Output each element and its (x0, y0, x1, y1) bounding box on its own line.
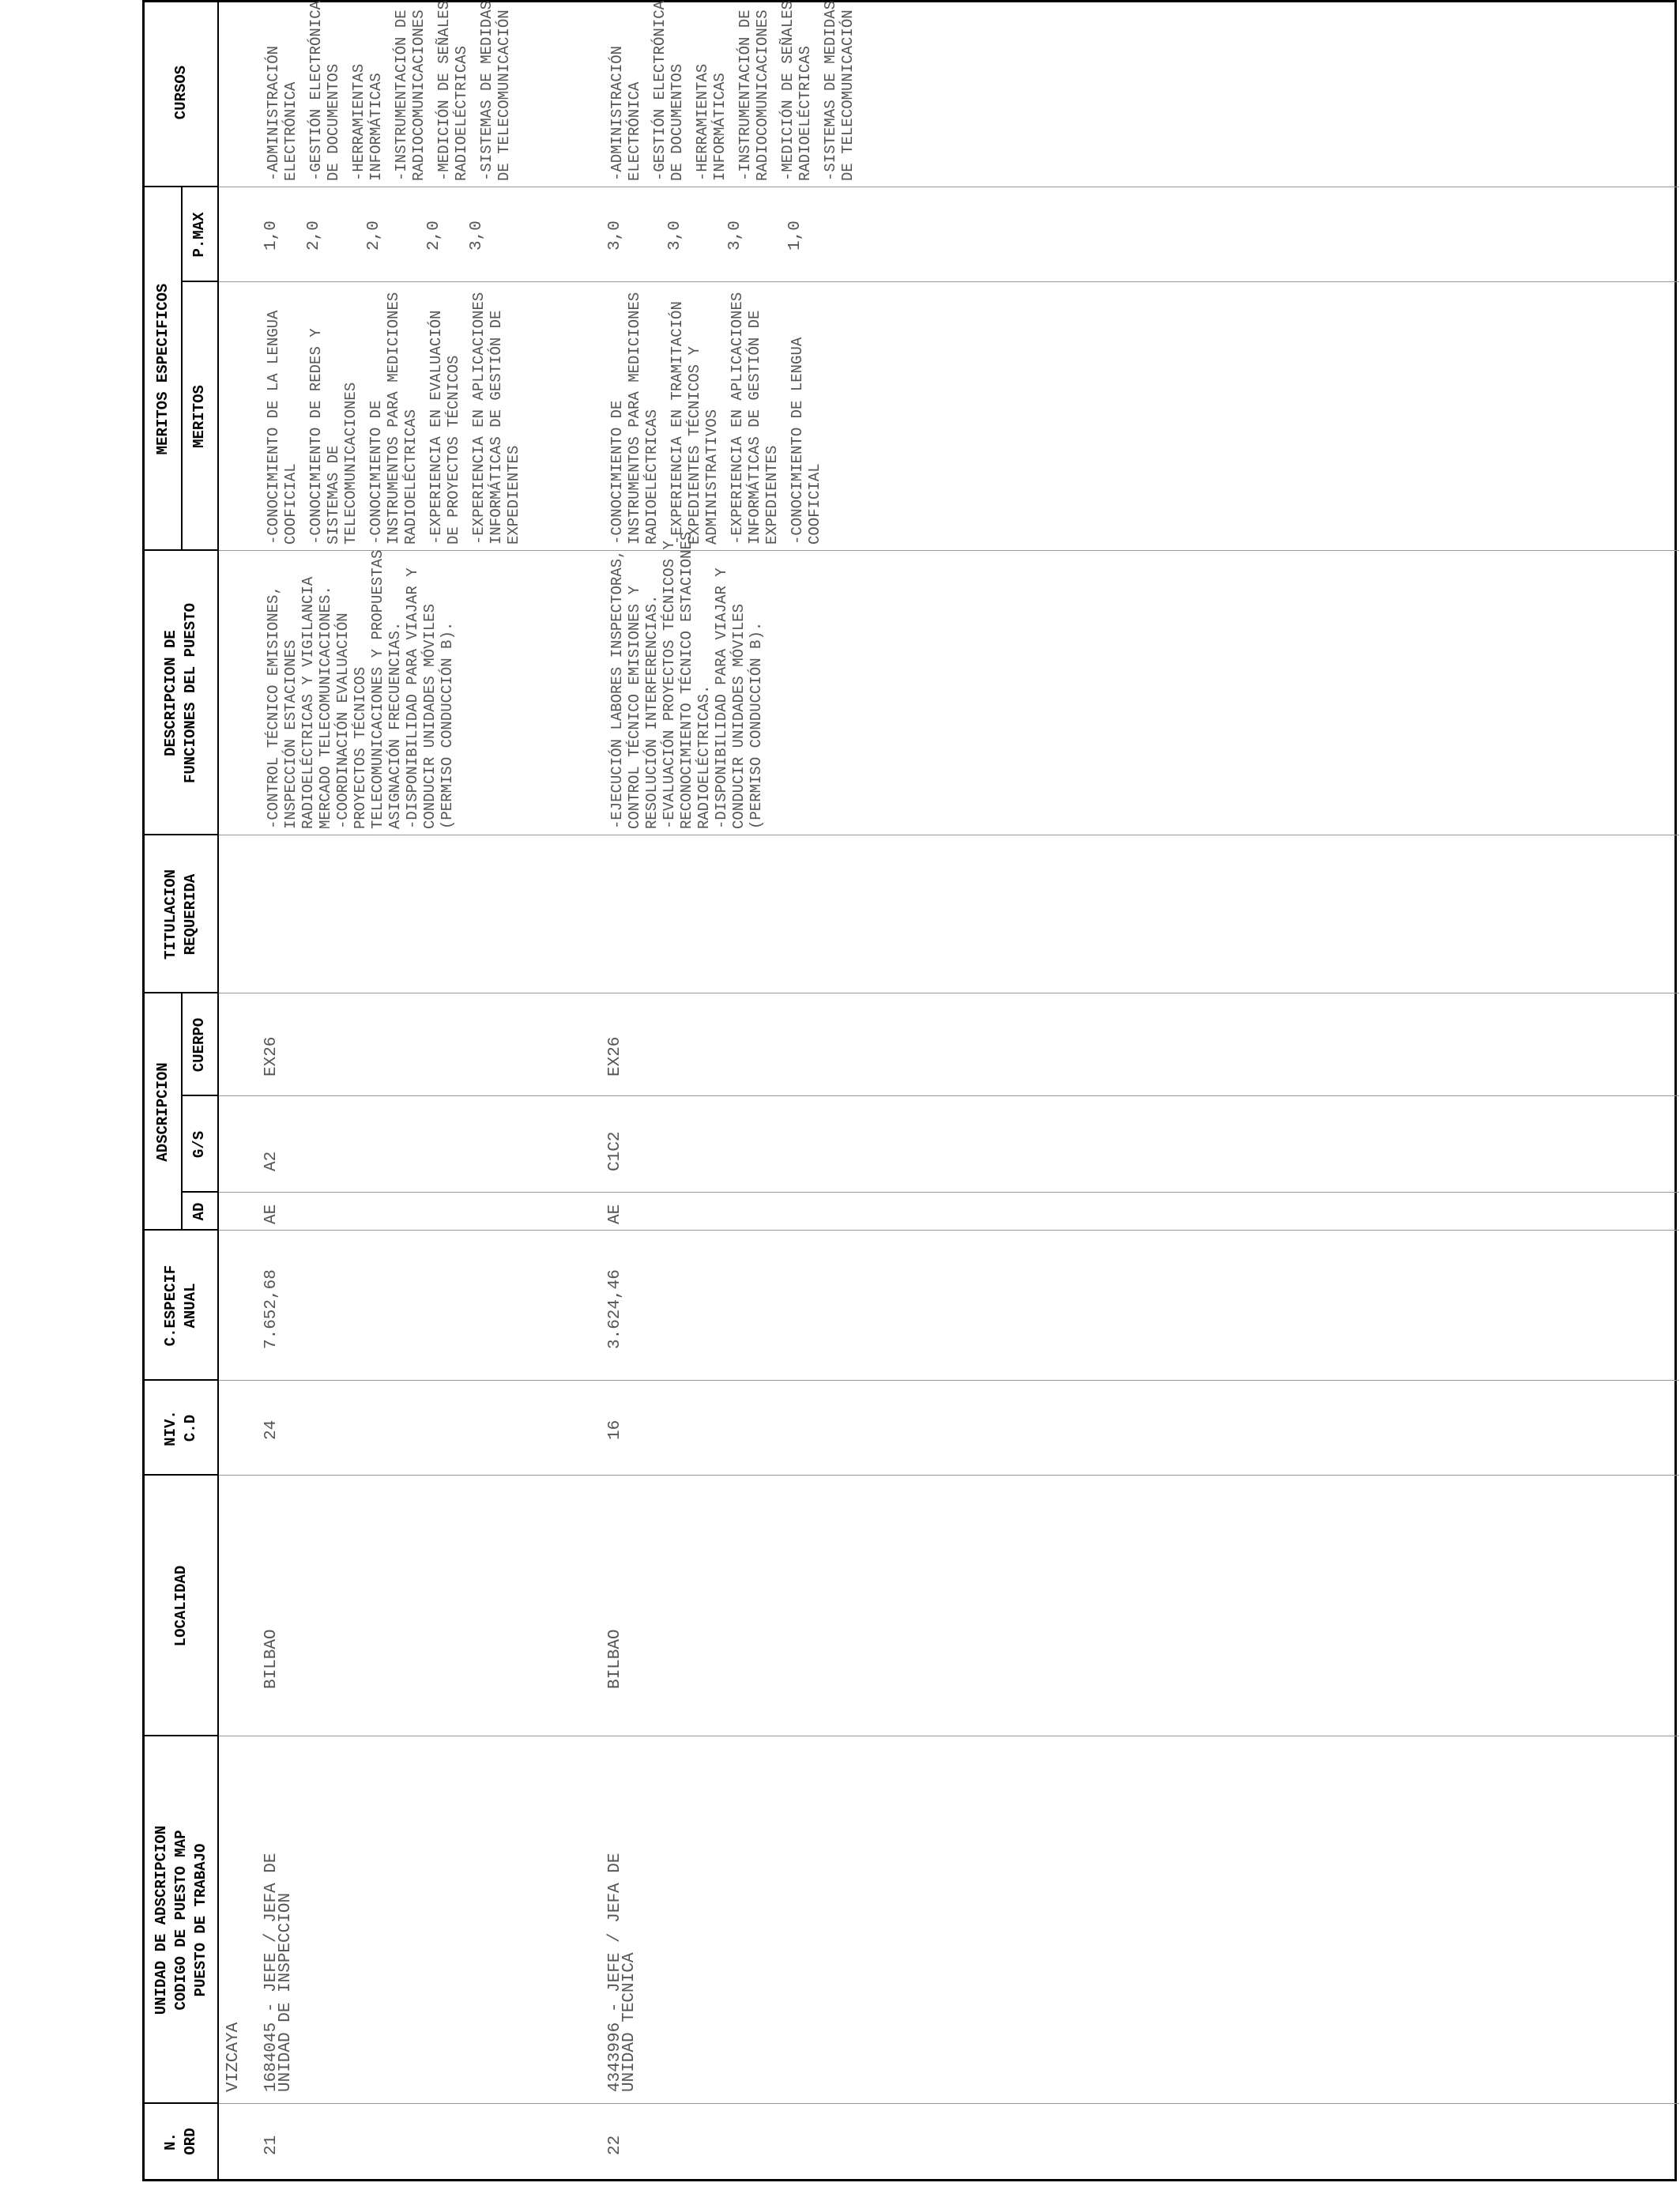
row-curso-line: DE TELECOMUNICACIÓN (495, 9, 513, 181)
row-pmax-line: 3,0 (726, 221, 744, 251)
row-merito-line: COOFICIAL (282, 463, 299, 545)
header-meritos-especificos (145, 187, 181, 551)
row-curso-line: RADIOELÉCTRICAS (453, 45, 470, 181)
row-curso-line: -SISTEMAS DE MEDIDAS (822, 0, 839, 181)
row-descripcion-line: -EJECUCIÓN LABORES INSPECTORAS, (608, 549, 626, 829)
row-descripcion-line: -DISPONIBILIDAD PARA VIAJAR Y (404, 567, 421, 829)
row-ad (262, 1204, 281, 1224)
row-pmax-line: 3,0 (606, 221, 624, 251)
row-pmax (307, 221, 322, 251)
row-gs-line: A2 (262, 1151, 281, 1171)
row-cesp-line: 7.652,68 (262, 1269, 281, 1349)
header-niv-line: C.D (182, 1414, 199, 1442)
row-curso (736, 9, 771, 181)
row-pmax (367, 221, 382, 251)
header-cesp (145, 1231, 217, 1381)
row-descripcion-line: CONTROL TÉCNICO EMISIONES Y (626, 586, 643, 829)
row-merito (470, 292, 522, 545)
header-pmax (181, 187, 217, 282)
row-curso (307, 1, 342, 181)
header-localidad-line: LOCALIDAD (171, 1565, 190, 1647)
row-curso-line: DE DOCUMENTOS (669, 63, 686, 181)
header-ad (181, 1193, 217, 1231)
row-descripcion-line: RADIOELÉCTRICAS Y VIGILANCIA (299, 576, 317, 829)
header-rule (217, 0, 219, 2179)
row-ad-line: AE (606, 1204, 624, 1224)
row-merito-line: RADIOELÉCTRICAS (402, 409, 420, 545)
header-unidad-line: UNIDAD DE ADSCRIPCION (152, 1825, 170, 2015)
row-pmax (666, 221, 684, 251)
row-curso-line: RADIOELÉCTRICAS (797, 45, 814, 181)
row-descripcion-line: ASIGNACIÓN FRECUENCIAS. (386, 621, 404, 829)
row-merito-line: -CONOCIMIENTO DE LENGUA (789, 337, 806, 545)
row-pmax-line: 2,0 (365, 221, 383, 251)
row-pmax (726, 221, 744, 251)
row-merito (367, 292, 420, 545)
row-merito-line: -CONOCIMIENTO DE (367, 400, 385, 545)
row-merito-line: -EXPERIENCIA EN APLICACIONES (470, 292, 488, 545)
row-merito-line: -EXPERIENCIA EN TRAMITACIÓN (669, 301, 686, 545)
row-cuerpo-line: EX26 (262, 1036, 281, 1076)
row-merito-line: -CONOCIMIENTO DE LA LENGUA (265, 310, 282, 545)
row-merito-line: -CONOCIMIENTO DE (608, 400, 626, 545)
header-titulacion-line: TITULACION (162, 869, 179, 960)
header-cesp-line: ANUAL (182, 1283, 199, 1329)
row-curso (435, 1, 470, 181)
row-pmax-line: 1,0 (786, 221, 804, 251)
header-localidad (145, 1476, 217, 1736)
row-cuerpo-line: EX26 (606, 1036, 624, 1076)
row-descripcion (608, 532, 765, 829)
row-merito-line: RADIOELÉCTRICAS (643, 409, 661, 545)
row-descripcion-line: CONDUCIR UNIDADES MÓVILES (730, 603, 748, 829)
row-merito-line: INSTRUMENTOS PARA MEDICIONES (385, 292, 402, 545)
row-curso (779, 1, 814, 181)
row-curso (393, 9, 428, 181)
header-unidad-line: CODIGO DE PUESTO MAP (171, 1830, 190, 2011)
row-cesp-line: 3.624,46 (606, 1269, 624, 1349)
header-meritos-especificos-line: MERITOS ESPECIFICOS (153, 283, 171, 455)
row-merito-line: COOFICIAL (806, 463, 823, 545)
row-merito-line: INSTRUMENTOS PARA MEDICIONES (626, 292, 643, 545)
row-curso-line: INFORMÁTICAS (367, 73, 385, 181)
document-table (142, 0, 1677, 2181)
row-merito (789, 337, 823, 545)
row-puesto-line: UNIDAD TECNICA (620, 1952, 638, 2092)
row-curso (478, 1, 513, 181)
row-gs (262, 1151, 281, 1171)
row-merito (669, 301, 721, 545)
row-descripcion-line: PROYECTOS TÉCNICOS (352, 666, 369, 829)
row-curso-line: RADIOCOMUNICACIONES (754, 9, 771, 181)
row-pmax-line: 2,0 (305, 221, 323, 251)
row-pmax-line: 2,0 (425, 221, 443, 251)
row-curso (350, 64, 385, 181)
row-pmax (425, 221, 443, 251)
province-label (224, 2022, 243, 2092)
row-ord (262, 2135, 281, 2155)
row-descripcion-line: RESOLUCIÓN INTERFERENCIAS. (643, 594, 661, 829)
row-pmax-line: 3,0 (468, 221, 486, 251)
row-curso-line: -ADMINISTRACIÓN (608, 45, 626, 181)
row-merito-line: EXPEDIENTES TÉCNICOS Y (686, 346, 703, 545)
row-niv (608, 1420, 623, 1440)
row-merito-line: INFORMÁTICAS DE GESTIÓN DE (746, 310, 763, 545)
row-descripcion-line: CONDUCIR UNIDADES MÓVILES (421, 603, 439, 829)
row-puesto-line: 1684045 - JEFE / JEFA DE (262, 1853, 281, 2092)
row-pmax (470, 221, 484, 251)
row-ord-line: 22 (606, 2135, 624, 2155)
header-cuerpo (181, 993, 217, 1096)
row-merito-line: EXPEDIENTES (763, 445, 781, 545)
row-gs (608, 1132, 623, 1171)
row-puesto (608, 1853, 637, 2092)
row-curso (608, 46, 643, 181)
row-merito-line: SISTEMAS DE (325, 445, 342, 545)
province-label-line: VIZCAYA (224, 2022, 243, 2092)
header-nord-line: ORD (182, 2128, 199, 2155)
row-cesp (608, 1269, 623, 1349)
row-localidad (608, 1629, 623, 1689)
header-ad-line: AD (190, 1202, 208, 1221)
subcolumn-divider (217, 1095, 1679, 1096)
row-cesp (262, 1269, 281, 1349)
header-unidad-line: PUESTO DE TRABAJO (191, 1843, 209, 1997)
header-cesp-line: C.ESPECIF (162, 1265, 179, 1347)
row-curso-line: ELECTRÓNICA (626, 81, 643, 181)
row-curso-line: -ADMINISTRACIÓN (265, 45, 282, 181)
row-descripcion-line: -DISPONIBILIDAD PARA VIAJAR Y (713, 567, 730, 829)
row-merito (729, 292, 781, 545)
header-nord (145, 2104, 217, 2179)
row-descripcion-line: (PERMISO CONDUCCIÓN B). (748, 621, 765, 829)
row-descripcion-line: -CONTROL TÉCNICO EMISIONES, (265, 586, 282, 829)
row-curso-line: -GESTIÓN ELECTRÓNICA (651, 0, 669, 181)
row-descripcion-line: -EVALUACIÓN PROYECTOS TÉCNICOS Y (661, 541, 678, 829)
row-cuerpo (262, 1036, 281, 1076)
header-cursos-line: CURSOS (171, 65, 190, 120)
header-unidad (145, 1736, 217, 2104)
header-gs-line: G/S (190, 1130, 208, 1159)
row-descripcion-line: TELECOMUNICACIONES Y PROPUESTAS (369, 549, 386, 829)
header-niv (145, 1381, 217, 1476)
row-ad (608, 1204, 623, 1224)
header-meritos (181, 282, 217, 551)
subcolumn-divider (217, 281, 1679, 282)
row-gs-line: C1C2 (606, 1131, 624, 1171)
row-merito-line: ADMINISTRATIVOS (703, 409, 721, 545)
column-divider (217, 2103, 1679, 2104)
column-divider (217, 1380, 1679, 1381)
row-puesto (262, 1853, 295, 2092)
row-merito-line: EXPEDIENTES (505, 445, 522, 545)
row-pmax-line: 3,0 (666, 221, 684, 251)
row-localidad-line: BILBAO (606, 1629, 624, 1689)
header-adscripcion-line: ADSCRIPCION (153, 1062, 171, 1162)
header-titulacion-line: REQUERIDA (182, 873, 199, 956)
row-merito-line: -EXPERIENCIA EN APLICACIONES (729, 292, 746, 545)
row-descripcion-line: RECONOCIMIENTO TÉCNICO ESTACIONES (678, 531, 695, 829)
row-ad-line: AE (262, 1204, 281, 1224)
subcolumn-divider (217, 1192, 1679, 1193)
row-curso-line: -MEDICIÓN DE SEÑALES (435, 0, 453, 181)
row-niv-line: 16 (606, 1419, 624, 1440)
header-descripcion (145, 551, 217, 835)
row-pmax (262, 221, 281, 251)
row-curso-line: -MEDICIÓN DE SEÑALES (779, 0, 797, 181)
header-descripcion-line: DESCRIPCION DE (162, 630, 179, 756)
header-cursos (145, 0, 217, 187)
row-curso-line: DE DOCUMENTOS (325, 63, 342, 181)
column-divider (217, 1475, 1679, 1476)
row-puesto-line: 4343996 - JEFE / JEFA DE (606, 1853, 624, 2092)
row-pmax-line: 1,0 (262, 221, 281, 251)
row-descripcion-line: INSPECCIÓN ESTACIONES (282, 639, 299, 829)
row-curso-line: -HERRAMIENTAS (694, 63, 711, 181)
row-pmax (786, 221, 804, 251)
row-niv (262, 1419, 281, 1440)
row-descripcion-line: MERCADO TELECOMUNICACIONES. (317, 586, 334, 829)
row-curso-line: -SISTEMAS DE MEDIDAS (478, 0, 495, 181)
row-merito-line: INFORMÁTICAS DE GESTIÓN DE (488, 310, 505, 545)
row-merito-line: TELECOMUNICACIONES (342, 382, 360, 545)
row-cuerpo (608, 1037, 623, 1076)
row-descripcion-line: (PERMISO CONDUCCIÓN B). (439, 621, 456, 829)
row-localidad (262, 1629, 281, 1689)
row-merito (265, 311, 299, 545)
row-ord (608, 2136, 623, 2155)
row-curso (265, 46, 299, 181)
column-divider (217, 1230, 1679, 1231)
row-curso-line: -HERRAMIENTAS (350, 63, 367, 181)
row-merito (307, 328, 360, 545)
row-curso (651, 1, 686, 181)
row-merito (608, 292, 661, 545)
row-merito-line: DE PROYECTOS TÉCNICOS (445, 355, 462, 545)
row-merito-line: -CONOCIMIENTO DE REDES Y (307, 328, 325, 545)
row-puesto-line: UNIDAD DE INSPECCION (277, 1892, 295, 2092)
row-curso-line: -INSTRUMENTACIÓN DE (736, 9, 754, 181)
row-curso-line: INFORMÁTICAS (711, 73, 729, 181)
row-curso-line: ELECTRÓNICA (282, 81, 299, 181)
row-merito (428, 311, 462, 545)
header-gs (181, 1096, 217, 1193)
row-merito-line: -EXPERIENCIA EN EVALUACIÓN (428, 310, 445, 545)
row-ord-line: 21 (262, 2135, 281, 2155)
row-curso-line: -GESTIÓN ELECTRÓNICA (307, 0, 325, 181)
row-curso-line: DE TELECOMUNICACIÓN (839, 9, 857, 181)
header-pmax-line: P.MAX (190, 212, 208, 258)
header-descripcion-line: FUNCIONES DEL PUESTO (182, 602, 199, 784)
row-curso-line: -INSTRUMENTACIÓN DE (393, 9, 410, 181)
header-cuerpo-line: CUERPO (190, 1017, 208, 1072)
header-niv-line: NIV. (162, 1410, 179, 1446)
row-localidad-line: BILBAO (262, 1629, 281, 1689)
row-descripcion-line: RADIOELÉCTRICAS. (695, 684, 713, 829)
header-meritos-line: MERITOS (190, 385, 208, 448)
row-curso (694, 64, 729, 181)
row-curso (822, 1, 857, 181)
header-adscripcion (145, 993, 181, 1231)
row-descripcion-line: -COORDINACIÓN EVALUACIÓN (334, 613, 352, 829)
header-nord-line: N. (162, 2132, 179, 2151)
row-curso-line: RADIOCOMUNICACIONES (410, 9, 428, 181)
row-pmax (608, 221, 623, 251)
row-descripcion (265, 550, 456, 829)
header-titulacion (145, 835, 217, 993)
row-niv-line: 24 (262, 1419, 281, 1440)
